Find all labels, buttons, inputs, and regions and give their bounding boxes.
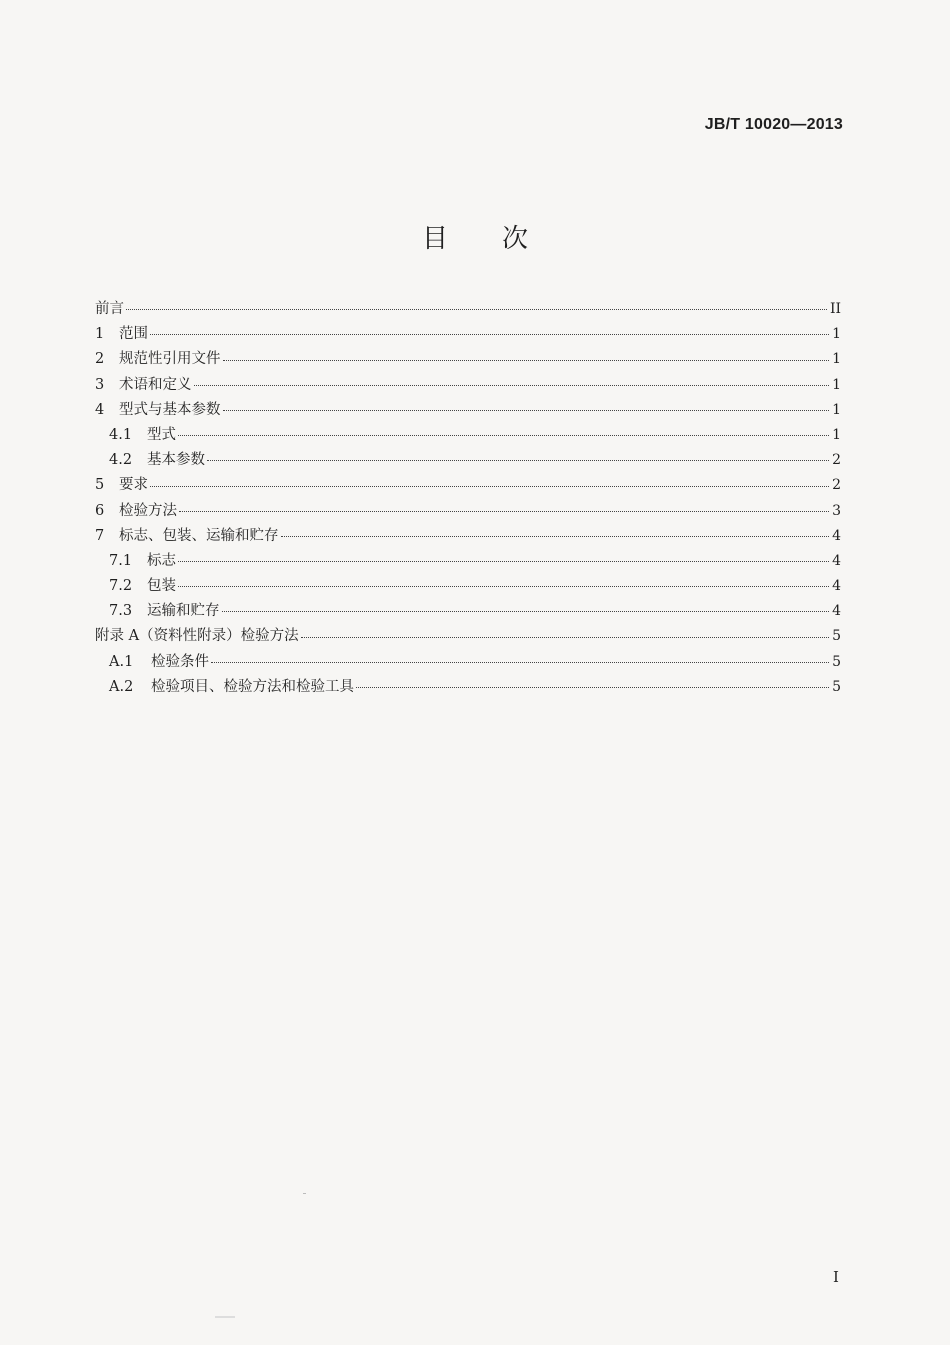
toc-leader-dots (126, 309, 827, 310)
toc-entry[interactable] (95, 347, 841, 372)
toc-entry-page: 4 (832, 578, 841, 595)
toc-entry[interactable] (95, 574, 841, 599)
toc-leader-dots (194, 385, 830, 386)
toc-entry-number: 3 (95, 376, 105, 393)
toc-title-char-1: 目 (421, 224, 448, 254)
toc-entry-label: 检验项目、检验方法和检验工具 (151, 678, 354, 695)
toc-entry-number: 4 (95, 401, 105, 418)
toc-entry-page: 1 (832, 326, 841, 343)
table-of-contents (95, 297, 841, 700)
toc-leader-dots (223, 410, 830, 411)
toc-entry-number: 4.1 (109, 426, 133, 443)
toc-entry[interactable] (95, 624, 841, 649)
toc-entry-number: A.1 (109, 653, 134, 670)
toc-leader-dots (150, 486, 829, 487)
toc-entry[interactable] (95, 297, 841, 322)
page-number: I (833, 1268, 839, 1286)
toc-entry-page: 4 (832, 527, 841, 544)
toc-entry-label: 前言 (95, 301, 124, 317)
toc-entry-number: 2 (95, 351, 105, 368)
toc-leader-dots (281, 536, 830, 537)
toc-entry-page: 5 (832, 628, 841, 645)
toc-entry-page: 1 (832, 351, 841, 368)
toc-title (0, 218, 950, 255)
toc-entry-number: 4.2 (109, 452, 133, 469)
toc-entry-page: 4 (832, 552, 841, 569)
toc-entry-page: 1 (832, 426, 841, 443)
toc-entry-number: A.2 (109, 678, 134, 695)
toc-entry-label: 运输和贮存 (147, 603, 220, 620)
toc-entry[interactable] (95, 524, 841, 549)
toc-leader-dots (207, 460, 829, 461)
toc-entry-label: 标志 (147, 552, 176, 569)
toc-leader-dots (301, 637, 829, 638)
toc-entry-label: 要求 (119, 477, 148, 494)
toc-entry-page: II (829, 301, 841, 317)
toc-entry-label: 范围 (119, 326, 148, 343)
toc-entry-page: 5 (832, 678, 841, 695)
toc-entry-page: 1 (832, 401, 841, 418)
toc-entry[interactable] (95, 675, 841, 700)
toc-leader-dots (223, 360, 830, 361)
toc-entry-page: 3 (832, 502, 841, 519)
toc-entry-label: 规范性引用文件 (119, 351, 221, 368)
toc-entry-page: 4 (832, 603, 841, 620)
toc-entry-label: 包装 (147, 578, 176, 595)
toc-entry-label: 术语和定义 (119, 376, 192, 393)
toc-entry[interactable] (95, 650, 841, 675)
toc-entry[interactable] (95, 373, 841, 398)
toc-entry-number: 1 (95, 326, 105, 343)
toc-entry-page: 1 (832, 376, 841, 393)
toc-entry-number: 7.1 (109, 552, 133, 569)
toc-leader-dots (211, 662, 829, 663)
toc-entry-number: 7.2 (109, 578, 133, 595)
toc-entry[interactable] (95, 448, 841, 473)
toc-entry-label: 基本参数 (147, 452, 205, 469)
toc-entry-label: 型式与基本参数 (119, 401, 221, 418)
toc-entry[interactable] (95, 322, 841, 347)
toc-leader-dots (178, 586, 829, 587)
toc-entry-page: 2 (832, 477, 841, 494)
toc-entry[interactable] (95, 423, 841, 448)
toc-entry-page: 2 (832, 452, 841, 469)
toc-entry-number: 5 (95, 477, 105, 494)
toc-entry-number: 7.3 (109, 603, 133, 620)
toc-title-char-2: 次 (502, 224, 529, 254)
toc-leader-dots (150, 334, 829, 335)
toc-entry-page: 5 (832, 653, 841, 670)
standard-code: JB/T 10020—2013 (704, 116, 843, 133)
toc-entry-label: 型式 (147, 426, 176, 443)
toc-entry-number: 6 (95, 502, 105, 519)
toc-entry[interactable] (95, 398, 841, 423)
toc-leader-dots (178, 435, 829, 436)
toc-leader-dots (356, 687, 829, 688)
toc-entry[interactable] (95, 549, 841, 574)
toc-leader-dots (179, 511, 829, 512)
toc-entry-label: 附录 A（资料性附录）检验方法 (95, 628, 299, 645)
toc-entry[interactable] (95, 499, 841, 524)
toc-entry-label: 检验方法 (119, 502, 177, 519)
toc-entry-label: 标志、包装、运输和贮存 (119, 527, 279, 544)
toc-entry-number: 7 (95, 527, 105, 544)
toc-leader-dots (222, 611, 830, 612)
toc-entry[interactable] (95, 473, 841, 498)
toc-leader-dots (178, 561, 829, 562)
toc-entry-label: 检验条件 (151, 653, 209, 670)
toc-entry[interactable] (95, 599, 841, 624)
